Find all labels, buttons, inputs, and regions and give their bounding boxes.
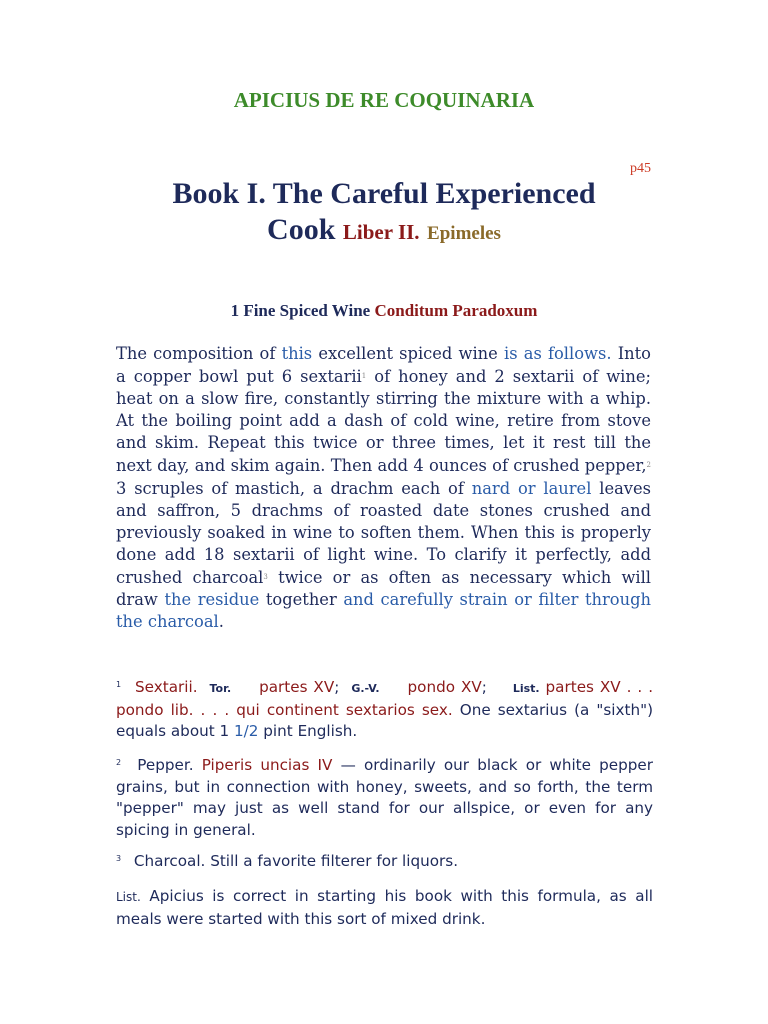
source-gv[interactable]: G.-V. <box>351 682 380 695</box>
book-title <box>0 176 768 252</box>
body-link-follows[interactable]: is as follows. <box>503 344 612 363</box>
recipe-heading <box>0 301 768 321</box>
book-title-cook: Cook <box>267 213 336 246</box>
body-text: of honey and 2 sextarii of wine; heat on a slow fire, constantly stirring the mixture with a whip. At the boiling point add a dash of cold wine, retire from stove and skim. Repeat this twice or three times, let it rest till the next day, and skim again. Then add 4 ounces of crushed pepper, <box>116 367 651 476</box>
recipe-latin-title: Conditum Paradoxum <box>374 301 538 320</box>
footnote-text: pint English. <box>263 722 358 740</box>
body-text: . <box>218 612 224 632</box>
body-link-nard[interactable]: nard or laurel <box>471 478 592 498</box>
footnote-number: 3 <box>116 854 122 863</box>
footnote-punct: ; <box>481 678 487 696</box>
footnote-3 <box>116 848 653 873</box>
footnote-text: Apicius is correct in starting his book with this formula, as all meals were started with this sort of mixed drink. <box>116 887 654 928</box>
work-title: APICIUS DE RE COQUINARIA <box>233 88 535 112</box>
body-text: Into a copper bowl put 6 sextarii <box>116 344 651 387</box>
footnote-latin: Piperis uncias IV <box>201 756 333 774</box>
source-tor[interactable]: Tor. <box>209 682 232 695</box>
footnote-1 <box>116 674 653 743</box>
body-link-residue[interactable]: the residue <box>164 590 260 610</box>
footnote-punct: ; <box>334 678 340 696</box>
footnote-latin: pondo XV <box>407 678 482 696</box>
source-list[interactable]: List. <box>512 682 540 695</box>
footnote-text: — ordinarily our black or white pepper grains, but in connection with honey, sweets, and so forth, the term "pepper" may just as well stand for our allspice, or even for any spicing in general. <box>116 756 654 839</box>
footnote-text: Charcoal. Still a favorite filterer for liquors. <box>133 852 459 870</box>
book-title-main: Book I. The Careful Experienced <box>172 177 596 210</box>
source-list[interactable]: List. <box>116 890 141 904</box>
footnote-ref-3[interactable]: 3 <box>263 572 268 581</box>
footnote-term: Pepper. <box>137 756 194 774</box>
footnote-number: 2 <box>116 758 122 767</box>
footnote-fraction: 1/2 <box>234 722 259 740</box>
footnote-latin: partes XV <box>259 678 335 696</box>
liber-label: Liber II. <box>342 220 420 244</box>
page-reference-link[interactable]: p45 <box>630 161 651 176</box>
footnote-ref-1[interactable]: 1 <box>361 372 367 381</box>
body-text: 3 scruples of mastich, a drachm each of <box>116 478 464 498</box>
footnote-term: Sextarii. <box>135 678 198 696</box>
recipe-body <box>116 343 651 633</box>
footnote-text: One sextarius (a "sixth") equals about 1 <box>116 700 653 740</box>
footnote-2 <box>116 752 653 841</box>
footnote-latin: partes XV . . . pondo lib. . . . qui continent sextarios sex. <box>116 678 654 719</box>
body-link-strain[interactable]: and carefully strain or filter through the charcoal <box>116 590 652 632</box>
footnote-list <box>116 886 653 930</box>
recipe-title: 1 Fine Spiced Wine <box>230 301 371 320</box>
footnote-number: 1 <box>116 680 122 689</box>
body-text: together <box>265 590 337 610</box>
footnote-ref-2[interactable]: 2 <box>646 461 651 470</box>
body-text: excellent spiced wine <box>318 344 498 363</box>
epimeles-label: Epimeles <box>427 223 501 244</box>
body-link-this[interactable]: this <box>281 344 313 363</box>
body-text: The composition of <box>116 344 276 363</box>
body-text: leaves and saffron, 5 drachms of roasted date stones crushed and previously soaked in wine to soften them. When this is properly done add 18 sextarii of light wine. To clarify it perfectly, add crushed charcoal <box>116 478 651 587</box>
body-text: twice or as often as necessary which will draw <box>116 567 652 610</box>
